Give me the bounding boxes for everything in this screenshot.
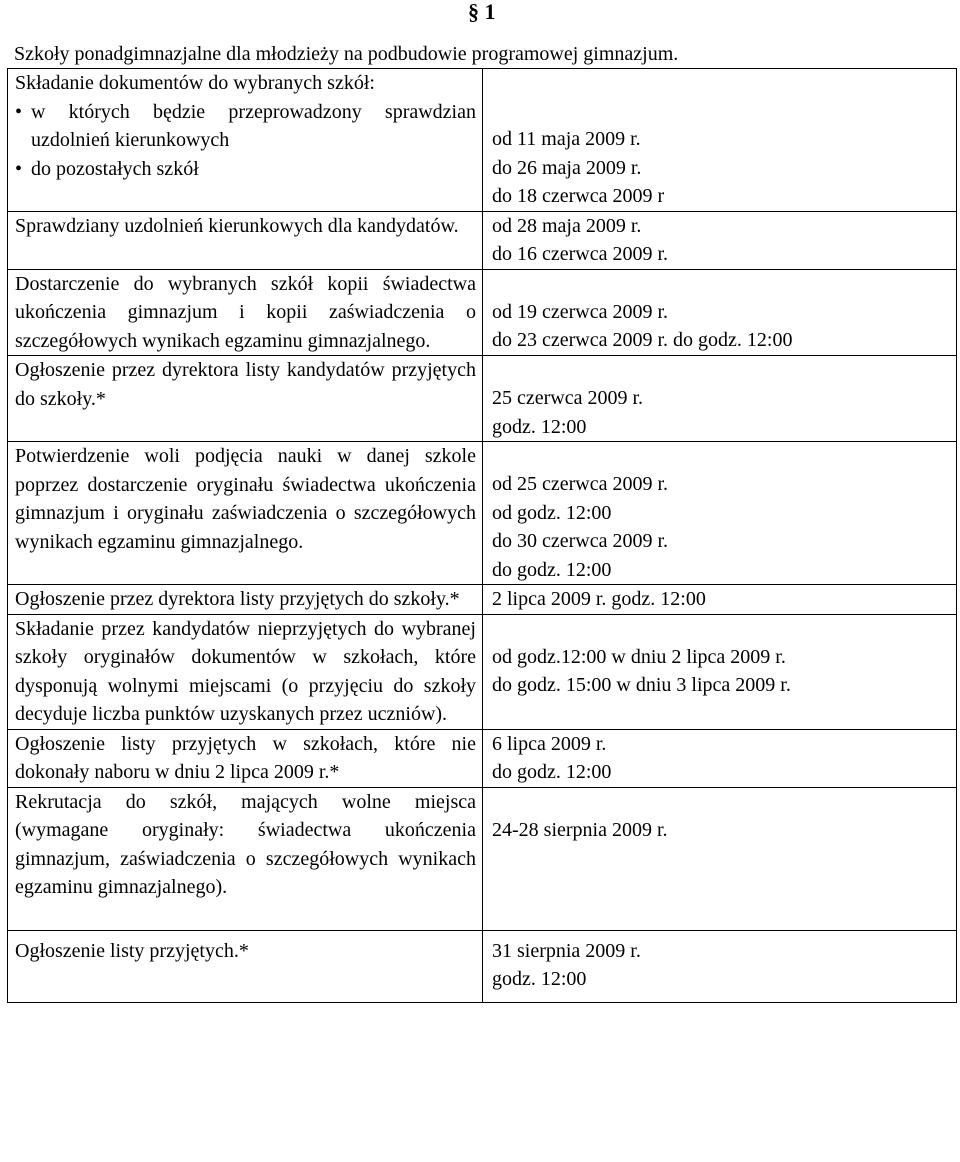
date-line: od 19 czerwca 2009 r. (492, 300, 669, 323)
event-text: Ogłoszenie przez dyrektora listy przyjętych do szkoły.* (15, 588, 460, 610)
date-line: do 26 maja 2009 r. (492, 156, 642, 179)
event-cell (8, 442, 483, 585)
event-cell (8, 787, 483, 930)
table-row (8, 356, 957, 442)
list-item: • w których będzie przeprowadzony sprawdzian uzdolnień kierunkowych (15, 98, 476, 155)
date-cell (483, 930, 957, 1002)
event-cell (8, 69, 483, 212)
event-text: Składanie przez kandydatów nieprzyjętych do wybranej szkoły oryginałów dokumentów w szkołach, które dysponują wolnymi miejscami (o przyjęciu do szkoły decyduje liczba punktów uzyskanych przez uczniów). (15, 617, 476, 725)
date-line: 24-28 sierpnia 2009 r. (492, 818, 668, 841)
date-line: od 28 maja 2009 r. (492, 214, 642, 237)
table-row (8, 269, 957, 356)
event-cell (8, 729, 483, 787)
date-cell (483, 442, 957, 585)
event-text: Rekrutacja do szkół, mających wolne miejsca (wymagane oryginały: świadectwa ukończenia gimnazjum, zaświadczenia o szczegółowych wynikach egzaminu gimnazjalnego). (15, 790, 476, 898)
event-text: Ogłoszenie przez dyrektora listy kandydatów przyjętych do szkoły.* (15, 359, 476, 410)
event-cell (8, 356, 483, 442)
date-line: 25 czerwca 2009 r. (492, 387, 644, 409)
date-line: do 30 czerwca 2009 r. (492, 530, 669, 552)
date-line: od godz.12:00 w dniu 2 lipca 2009 r. (492, 645, 786, 668)
date-line: do godz. 15:00 w dniu 3 lipca 2009 r. (492, 674, 791, 696)
table-row (8, 69, 957, 212)
event-text: Dostarczenie do wybranych szkół kopii świadectwa ukończenia gimnazjum i kopii zaświadczenia o szczegółowych wynikach egzaminu gimnazjalnego. (15, 272, 476, 352)
event-text: Sprawdziany uzdolnień kierunkowych dla kandydatów. (15, 214, 459, 237)
date-line: godz. 12:00 (492, 415, 587, 438)
date-line: do 18 czerwca 2009 r (492, 185, 665, 207)
event-cell (8, 614, 483, 729)
date-cell (483, 69, 957, 212)
table-row (8, 930, 957, 1002)
date-line: od 11 maja 2009 r. (492, 128, 641, 150)
event-cell (8, 269, 483, 356)
date-cell (483, 585, 957, 615)
event-bullet-list (15, 98, 476, 184)
schedule-table (7, 68, 957, 1003)
table-row (8, 614, 957, 729)
date-line: od 25 czerwca 2009 r. (492, 473, 669, 495)
date-cell (483, 729, 957, 787)
date-line: 31 sierpnia 2009 r. (492, 939, 641, 962)
event-cell (8, 930, 483, 1002)
date-cell (483, 211, 957, 269)
date-line: od godz. 12:00 (492, 501, 612, 524)
event-text: Składanie dokumentów do wybranych szkół: (15, 72, 375, 94)
event-text: Potwierdzenie woli podjęcia nauki w danej szkole poprzez dostarczenie oryginału świadectwa ukończenia gimnazjum i oryginału zaświadczenia o szczegółowych wynikach egzaminu gimnazjalnego. (15, 445, 476, 553)
date-line: godz. 12:00 (492, 968, 587, 990)
date-cell (483, 614, 957, 729)
section-number: § 1 (468, 0, 496, 24)
date-cell (483, 269, 957, 356)
date-line: do godz. 12:00 (492, 558, 612, 581)
event-cell (8, 211, 483, 269)
date-line: do 23 czerwca 2009 r. do godz. 12:00 (492, 329, 793, 351)
table-row (8, 787, 957, 930)
event-cell (8, 585, 483, 615)
event-text: Ogłoszenie listy przyjętych w szkołach, które nie dokonały naboru w dniu 2 lipca 2009 r.* (15, 732, 476, 783)
list-item: • do pozostałych szkół (15, 155, 476, 184)
date-cell (483, 356, 957, 442)
date-line: 6 lipca 2009 r. (492, 732, 607, 755)
table-row (8, 729, 957, 787)
intro-heading: Szkoły ponadgimnazjalne dla młodzieży na podbudowie programowej gimnazjum. (14, 43, 679, 65)
event-text: Ogłoszenie listy przyjętych.* (15, 939, 249, 962)
date-cell (483, 787, 957, 930)
date-line: do 16 czerwca 2009 r. (492, 243, 669, 265)
date-line: 2 lipca 2009 r. godz. 12:00 (492, 588, 706, 610)
table-row (8, 442, 957, 585)
date-line: do godz. 12:00 (492, 761, 612, 783)
table-row (8, 211, 957, 269)
table-row (8, 585, 957, 615)
